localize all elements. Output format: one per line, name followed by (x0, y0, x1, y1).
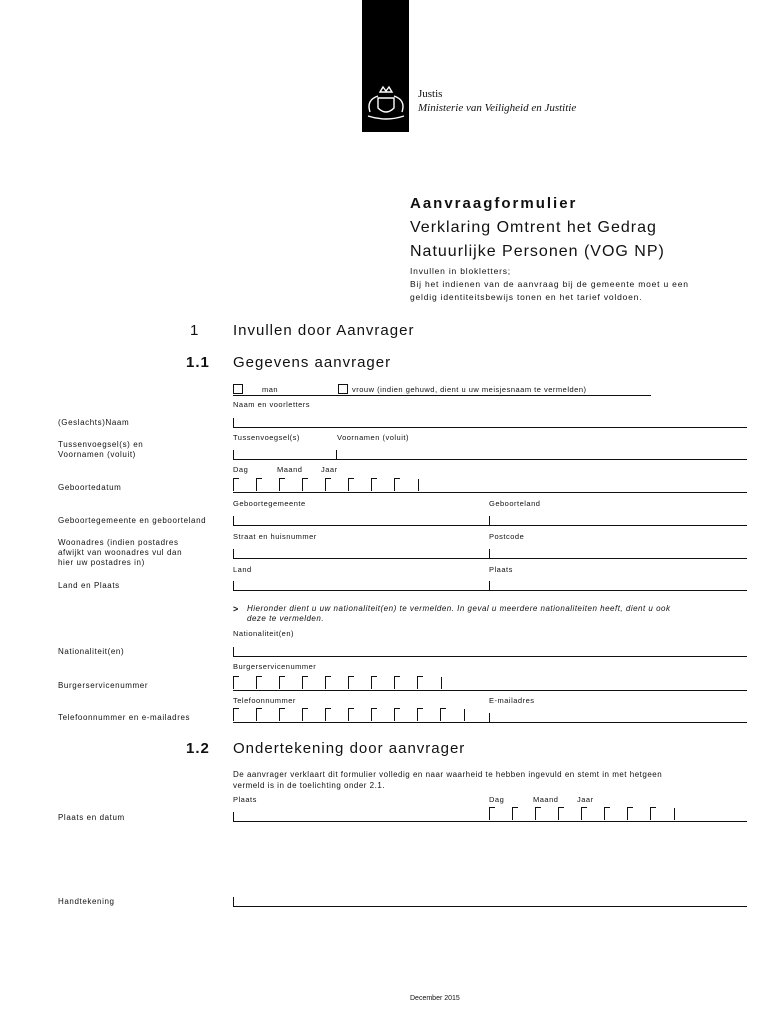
field-tick (233, 897, 234, 906)
gender-man-checkbox[interactable] (233, 384, 243, 394)
form-title: Aanvraagformulier (410, 195, 578, 212)
landplaats-input[interactable] (233, 590, 747, 591)
label-geboortedatum: Geboortedatum (58, 483, 122, 492)
section-12-title: Ondertekening door aanvrager (233, 740, 466, 757)
label-telmail: Telefoonnummer en e-mailadres (58, 713, 191, 722)
section-11-number: 1.1 (186, 354, 210, 371)
label-plaats-datum: Plaats en datum (58, 813, 125, 822)
jaar-caption-12: Jaar (577, 795, 594, 804)
geboortedatum-line (233, 492, 747, 493)
nationaliteit-note-2: deze te vermelden. (247, 614, 325, 623)
naam-input[interactable] (233, 427, 747, 428)
field-tick (489, 516, 490, 525)
field-tick (489, 549, 490, 558)
field-tick (233, 812, 234, 821)
field-tick (233, 549, 234, 558)
nationaliteit-caption: Nationaliteit(en) (233, 629, 295, 638)
label-tussen-2: Voornamen (voluit) (58, 450, 136, 459)
label-naam: (Geslachts)Naam (58, 418, 130, 427)
gender-underline (233, 395, 651, 396)
field-tick (489, 713, 490, 722)
jaar-caption: Jaar (321, 465, 338, 474)
section-12-number: 1.2 (186, 740, 210, 757)
nationaliteit-note-1: Hieronder dient u uw nationaliteit(en) te vermelden. In geval u meerdere nationaliteiten heeft, dient u ook (247, 604, 671, 613)
dag-caption-12: Dag (489, 795, 505, 804)
field-tick (233, 418, 234, 427)
org-name: Justis (418, 88, 443, 100)
form-subtitle-1: Verklaring Omtrent het Gedrag (410, 219, 657, 236)
org-ministry: Ministerie van Veiligheid en Justitie (418, 102, 577, 114)
maand-caption-12: Maand (533, 795, 559, 804)
geboortegemeente-caption: Geboortegemeente (233, 499, 306, 508)
plaats-caption: Plaats (489, 565, 513, 574)
bsn-line (233, 690, 747, 691)
maand-caption: Maand (277, 465, 303, 474)
handtekening-input[interactable] (233, 906, 747, 907)
label-woon-3: hier uw postadres in) (58, 558, 145, 567)
naam-voorletters-caption: Naam en voorletters (233, 400, 311, 409)
instruction-1: Invullen in blokletters; (410, 266, 511, 276)
dag-caption: Dag (233, 465, 249, 474)
crest-icon (364, 82, 408, 122)
plaats-caption-12: Plaats (233, 795, 257, 804)
field-tick (336, 450, 337, 459)
label-geboorteplaats: Geboortegemeente en geboorteland (58, 516, 207, 525)
field-tick (233, 581, 234, 590)
field-tick (489, 581, 490, 590)
instruction-2: Bij het indienen van de aanvraag bij de gemeente moet u een (410, 279, 689, 289)
form-subtitle-2: Natuurlijke Personen (VOG NP) (410, 243, 665, 260)
gender-man-label: man (262, 385, 279, 394)
voornamen-caption: Voornamen (voluit) (337, 433, 409, 442)
email-caption: E-mailadres (489, 696, 535, 705)
straat-caption: Straat en huisnummer (233, 532, 317, 541)
label-landplaats: Land en Plaats (58, 581, 120, 590)
bsn-input[interactable] (233, 676, 459, 694)
geboorteland-caption: Geboorteland (489, 499, 541, 508)
telmail-line[interactable] (233, 722, 747, 723)
label-woon-1: Woonadres (indien postadres (58, 538, 179, 547)
instruction-3: geldig identiteitsbewijs tonen en het tarief voldoen. (410, 292, 643, 302)
section-1-title: Invullen door Aanvrager (233, 322, 415, 339)
geboorteplaats-input[interactable] (233, 525, 747, 526)
label-bsn: Burgerservicenummer (58, 681, 149, 690)
declaration-2: vermeld is in de toelichting onder 2.1. (233, 781, 386, 790)
arrow-icon: > (233, 604, 239, 614)
field-tick (233, 450, 234, 459)
telefoon-caption: Telefoonnummer (233, 696, 296, 705)
label-tussen-1: Tussenvoegsel(s) en (58, 440, 144, 449)
section-11-title: Gegevens aanvrager (233, 354, 392, 371)
label-nationaliteit: Nationaliteit(en) (58, 647, 125, 656)
gender-vrouw-label: vrouw (indien gehuwd, dient u uw meisjesnaam te vermelden) (352, 385, 587, 394)
field-tick (233, 647, 234, 656)
plaats-input[interactable] (233, 821, 747, 822)
tussen-voornamen-input[interactable] (233, 459, 747, 460)
nationaliteit-input[interactable] (233, 656, 747, 657)
postcode-caption: Postcode (489, 532, 525, 541)
telefoon-input[interactable] (233, 708, 482, 726)
tussenvoegsel-caption: Tussenvoegsel(s) (233, 433, 300, 442)
woonadres-input[interactable] (233, 558, 747, 559)
datum-input[interactable] (489, 807, 692, 825)
label-handtekening: Handtekening (58, 897, 115, 906)
geboortedatum-input[interactable] (233, 478, 436, 496)
label-woon-2: afwijkt van woonadres vul dan (58, 548, 183, 557)
field-tick (233, 516, 234, 525)
gender-vrouw-checkbox[interactable] (338, 384, 348, 394)
declaration-1: De aanvrager verklaart dit formulier volledig en naar waarheid te hebben ingevuld en stemt in met hetgeen (233, 770, 663, 779)
section-1-number: 1 (190, 322, 200, 339)
footer-date: December 2015 (410, 995, 460, 1002)
bsn-caption: Burgerservicenummer (233, 662, 317, 671)
land-caption: Land (233, 565, 252, 574)
